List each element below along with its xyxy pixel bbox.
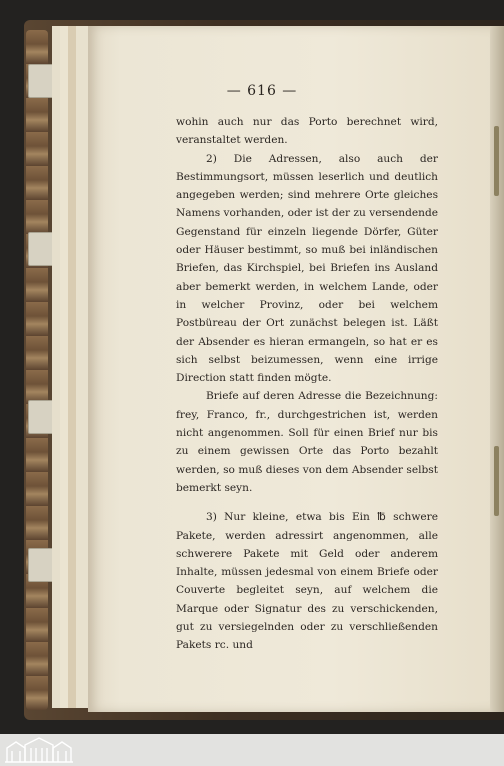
paragraph: 2) Die Adressen, also auch der Bestimmungsort, müssen leserlich und deutlich angegeben werden; sind mehrere Orte gleiches Namens vorhanden, oder ist der zu versendende Gegenstand für einzeln liegende Dörfer, Güter oder Häuser bestimmt, so muß bei inländischen Briefen, das Kirchspiel, bei Briefen ins Ausland aber bemerkt werden, in welchem Lande, oder in welcher Provinz, oder bei welchem Postbüreau der Ort zunächst belegen ist. Läßt der Absender es hieran ermangeln, so hat er es sich selbst beizumessen, wenn eine irrige Direction statt finden mögte. — [176, 152, 438, 385]
page-text — [176, 113, 438, 655]
clip-mark — [494, 126, 499, 196]
paragraph: wohin auch nur das Porto berechnet wird, veranstaltet werden. — [176, 116, 438, 147]
page-number: — 616 — — [226, 83, 298, 99]
clip-mark — [494, 446, 499, 516]
library-building-icon — [4, 736, 74, 764]
paragraph: 3) Nur kleine, etwa bis Ein ℔ schwere Pakete, werden adressirt angenommen, alle schwerere Pakete mit Geld oder anderem Inhalte, müssen jedesmal von einem Briefe oder Couverte begleitet seyn, auf welchem die Marque oder Signatur des zu verschickenden, gut zu versiegelnden oder zu verschließenden Pakets rc. und — [176, 511, 438, 652]
viewer-footer — [0, 734, 504, 766]
paragraph: Briefe auf deren Adresse die Bezeichnung: frey, Franco, fr., durchgestrichen ist, werden nicht angenommen. Soll für einen Brief nur bis zu einem gewissen Orte das Porto bezahlt werden, so muß dieses von dem Absender selbst bemerkt seyn. — [176, 390, 438, 494]
book-spine-edge — [26, 30, 48, 710]
right-page-gutter — [490, 26, 504, 712]
